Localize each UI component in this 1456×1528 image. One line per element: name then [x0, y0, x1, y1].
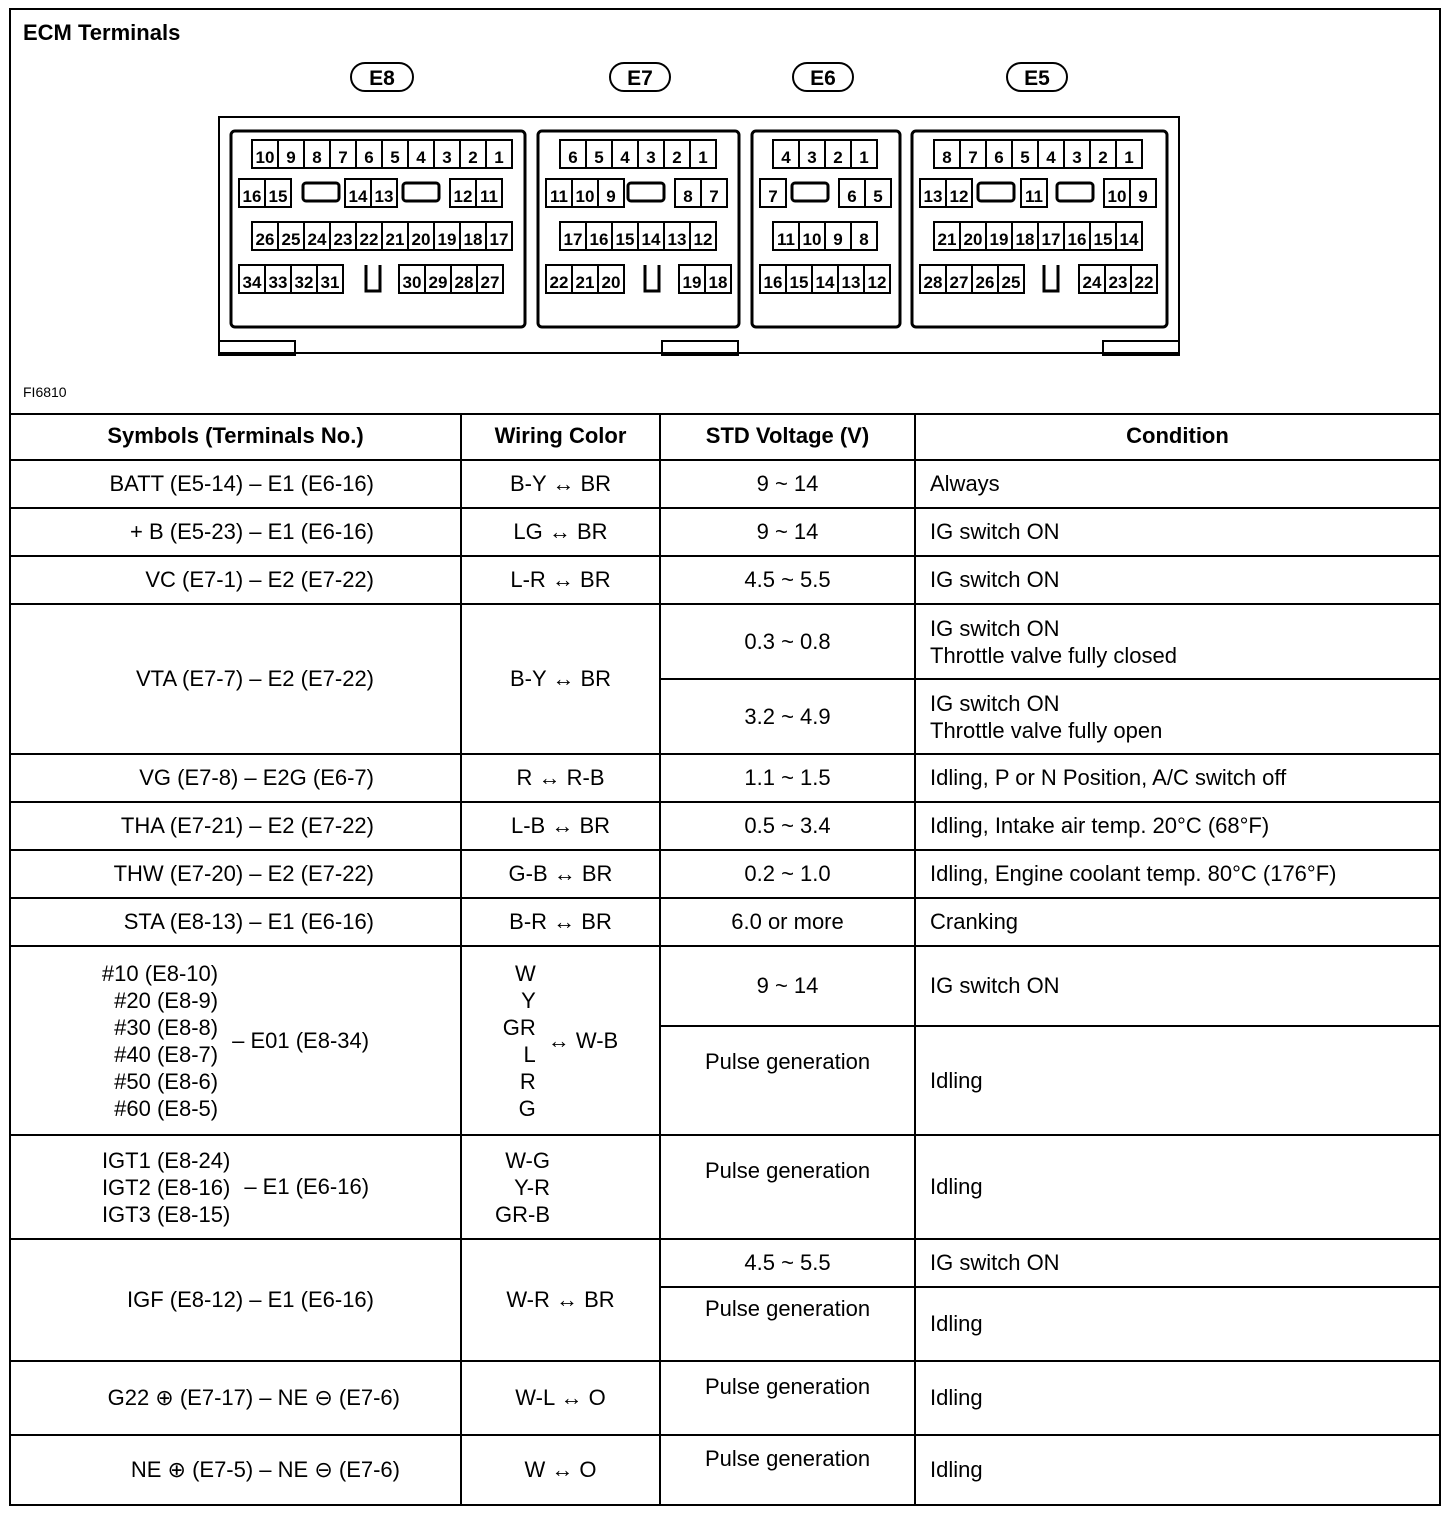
- condition-line: Throttle valve fully closed: [930, 642, 1177, 668]
- row-igf-wiring: W-R ↔ BR: [462, 1240, 661, 1362]
- terminal-pin-number: 24: [307, 230, 327, 249]
- terminal-pin-number: 14: [641, 230, 661, 249]
- row-ne-symbol: NE ⊕ (E7-5) – NE ⊖ (E7-6): [11, 1436, 462, 1504]
- row-thw-condition: Idling, Engine coolant temp. 80°C (176°F): [916, 851, 1439, 899]
- terminal-pin-number: 2: [468, 148, 478, 167]
- header-wiring-color: Wiring Color: [462, 413, 661, 461]
- row-b-wiring: LG ↔ BR: [462, 509, 661, 557]
- row-igf-voltage-pulse: Pulse generation: [661, 1288, 916, 1362]
- terminal-pin-number: 18: [1015, 230, 1035, 249]
- row-vg-symbol: VG (E7-8) – E2G (E6-7): [11, 755, 462, 803]
- terminal-pin-number: 6: [568, 148, 578, 167]
- terminal-pin-number: 4: [781, 148, 791, 167]
- terminal-pin-number: 6: [364, 148, 374, 167]
- terminal-pin-number: 15: [268, 187, 288, 206]
- injector-terminal: #10 (E8-10): [101, 960, 219, 986]
- terminal-pin-number: 10: [575, 187, 595, 206]
- terminal-pin-number: 5: [1020, 148, 1030, 167]
- terminal-pin-number: 11: [777, 230, 795, 249]
- injector-terminal: #50 (E8-6): [114, 1068, 219, 1094]
- terminal-pin-number: 11: [1025, 187, 1043, 206]
- injector-terminal: #30 (E8-8): [114, 1014, 219, 1040]
- terminal-pin-number: 7: [968, 148, 978, 167]
- terminal-pin-number: 17: [1041, 230, 1061, 249]
- terminal-pin-number: 6: [994, 148, 1004, 167]
- terminal-pin-number: 22: [1134, 273, 1154, 292]
- header-symbols: Symbols (Terminals No.): [11, 413, 462, 461]
- terminal-pin-number: 19: [989, 230, 1009, 249]
- injector-wire-color: R: [519, 1068, 536, 1094]
- label-e7: E7: [609, 62, 671, 92]
- igt-ground-terminal: – E1 (E6-16): [244, 1174, 370, 1199]
- row-vc-wiring: L-R ↔ BR: [462, 557, 661, 605]
- connector-key-slot: [978, 183, 1014, 201]
- terminal-pin-number: 5: [594, 148, 604, 167]
- terminal-pin-number: 19: [682, 273, 702, 292]
- terminal-pin-number: 3: [442, 148, 452, 167]
- connector-key-slot: [1057, 183, 1093, 201]
- terminal-pin-number: 15: [615, 230, 635, 249]
- row-b-condition: IG switch ON: [916, 509, 1439, 557]
- igt-wire-color: GR-B: [495, 1201, 550, 1227]
- row-batt-wiring: B-Y ↔ BR: [462, 461, 661, 509]
- row-g22-condition: Idling: [916, 1362, 1439, 1436]
- terminal-pin-number: 10: [255, 148, 275, 167]
- row-vta-symbol: VTA (E7-7) – E2 (E7-22): [11, 605, 462, 755]
- label-e6: E6: [792, 62, 854, 92]
- row-vc-voltage: 4.5 ~ 5.5: [661, 557, 916, 605]
- row-sta-symbol: STA (E8-13) – E1 (E6-16): [11, 899, 462, 947]
- row-injector-voltage-ig: 9 ~ 14: [661, 947, 916, 1027]
- injector-terminal: #60 (E8-5): [114, 1095, 219, 1121]
- row-injector-symbol: [11, 947, 462, 1136]
- terminal-pin-number: 6: [847, 187, 857, 206]
- terminal-pin-number: 26: [255, 230, 275, 249]
- terminal-pin-number: 17: [489, 230, 509, 249]
- terminal-pin-number: 12: [453, 187, 473, 206]
- terminal-pin-number: 22: [359, 230, 379, 249]
- row-thw-voltage: 0.2 ~ 1.0: [661, 851, 916, 899]
- terminal-pin-number: 27: [480, 273, 500, 292]
- terminal-pin-number: 3: [807, 148, 817, 167]
- terminal-pin-number: 29: [428, 273, 448, 292]
- row-injector-condition-ig: IG switch ON: [916, 947, 1439, 1027]
- terminal-pin-number: 9: [1138, 187, 1148, 206]
- terminal-pin-number: 2: [833, 148, 843, 167]
- row-tha-voltage: 0.5 ~ 3.4: [661, 803, 916, 851]
- connector-notch: [645, 265, 659, 291]
- terminal-pin-number: 32: [294, 273, 314, 292]
- connector-key-slot: [403, 183, 439, 201]
- terminal-pin-number: 10: [802, 230, 822, 249]
- row-batt-condition: Always: [916, 461, 1439, 509]
- terminal-pin-number: 15: [789, 273, 809, 292]
- terminal-pin-number: 18: [463, 230, 483, 249]
- row-igf-symbol: IGF (E8-12) – E1 (E6-16): [11, 1240, 462, 1362]
- terminal-pin-number: 9: [833, 230, 843, 249]
- row-ne-wiring: W ↔ O: [462, 1436, 661, 1504]
- terminal-pin-number: 7: [709, 187, 719, 206]
- terminal-pin-number: 14: [1119, 230, 1139, 249]
- terminal-pin-number: 14: [815, 273, 835, 292]
- terminal-pin-number: 23: [1108, 273, 1128, 292]
- row-igt-voltage: Pulse generation: [661, 1136, 916, 1240]
- igt-wire-color: Y-R: [514, 1174, 550, 1200]
- row-b-symbol: + B (E5-23) – E1 (E6-16): [11, 509, 462, 557]
- injector-wire-color: Y: [521, 987, 536, 1013]
- condition-line: IG switch ON: [930, 615, 1060, 641]
- row-vc-condition: IG switch ON: [916, 557, 1439, 605]
- injector-wire-color: GR: [502, 1014, 536, 1040]
- connector-notch: [1044, 265, 1058, 291]
- row-g22-wiring: W-L ↔ O: [462, 1362, 661, 1436]
- terminal-pin-number: 21: [937, 230, 957, 249]
- igt-terminal: IGT3 (E8-15): [101, 1201, 231, 1227]
- terminal-pin-number: 9: [286, 148, 296, 167]
- terminal-pin-number: 16: [589, 230, 609, 249]
- terminal-pin-number: 26: [975, 273, 995, 292]
- injector-wire-color: L: [523, 1041, 536, 1067]
- terminal-pin-number: 23: [333, 230, 353, 249]
- terminal-table: [11, 413, 1439, 1504]
- injector-wire-color: W: [514, 960, 536, 986]
- connector-diagram-section: [11, 10, 1439, 415]
- terminal-pin-number: 2: [672, 148, 682, 167]
- terminal-pin-number: 12: [693, 230, 713, 249]
- connector-notch: [366, 265, 380, 291]
- ecm-connector-diagram: [11, 10, 1439, 410]
- row-g22-voltage: Pulse generation: [661, 1362, 916, 1436]
- terminal-pin-number: 13: [923, 187, 943, 206]
- row-igt-wiring: [462, 1136, 661, 1240]
- row-vg-wiring: R ↔ R-B: [462, 755, 661, 803]
- row-igf-condition-idle: Idling: [916, 1288, 1439, 1362]
- terminal-pin-number: 25: [1001, 273, 1021, 292]
- row-sta-condition: Cranking: [916, 899, 1439, 947]
- terminal-pin-number: 3: [646, 148, 656, 167]
- terminal-pin-number: 14: [348, 187, 368, 206]
- terminal-pin-number: 8: [942, 148, 952, 167]
- row-vta-voltage-closed: 0.3 ~ 0.8: [661, 605, 916, 680]
- row-vta-condition-open: [916, 680, 1439, 755]
- header-condition: Condition: [916, 413, 1439, 461]
- terminal-pin-number: 27: [949, 273, 969, 292]
- terminal-pin-number: 10: [1107, 187, 1127, 206]
- row-vta-voltage-open: 3.2 ~ 4.9: [661, 680, 916, 755]
- row-b-voltage: 9 ~ 14: [661, 509, 916, 557]
- row-batt-voltage: 9 ~ 14: [661, 461, 916, 509]
- terminal-pin-number: 24: [1082, 273, 1102, 292]
- figure-code: FI6810: [23, 384, 67, 400]
- connector-e8-body: [231, 131, 525, 327]
- terminal-pin-number: 4: [620, 148, 630, 167]
- terminal-pin-number: 25: [281, 230, 301, 249]
- terminal-pin-number: 13: [667, 230, 687, 249]
- connector-key-slot: [628, 183, 664, 201]
- terminal-pin-number: 15: [1093, 230, 1113, 249]
- row-g22-symbol: G22 ⊕ (E7-17) – NE ⊖ (E7-6): [11, 1362, 462, 1436]
- terminal-pin-number: 7: [768, 187, 778, 206]
- terminal-pin-number: 4: [416, 148, 426, 167]
- row-tha-condition: Idling, Intake air temp. 20°C (68°F): [916, 803, 1439, 851]
- terminal-pin-number: 1: [494, 148, 504, 167]
- terminal-pin-number: 2: [1098, 148, 1108, 167]
- terminal-pin-number: 1: [1124, 148, 1134, 167]
- injector-wire-color: G: [518, 1095, 536, 1121]
- terminal-pin-number: 11: [550, 187, 568, 206]
- terminal-pin-number: 1: [698, 148, 708, 167]
- terminal-pin-number: 9: [606, 187, 616, 206]
- row-vta-wiring: B-Y ↔ BR: [462, 605, 661, 755]
- igt-wire-color: W-G: [505, 1147, 550, 1173]
- terminal-pin-number: 16: [763, 273, 783, 292]
- terminal-pin-number: 7: [338, 148, 348, 167]
- label-e8: E8: [350, 62, 414, 92]
- row-vta-condition-closed: [916, 605, 1439, 680]
- igt-terminal: IGT2 (E8-16): [101, 1174, 231, 1200]
- row-batt-symbol: BATT (E5-14) – E1 (E6-16): [11, 461, 462, 509]
- terminal-pin-number: 22: [549, 273, 569, 292]
- terminal-pin-number: 8: [683, 187, 693, 206]
- terminal-pin-number: 3: [1072, 148, 1082, 167]
- row-injector-voltage-pulse: Pulse generation: [661, 1027, 916, 1136]
- terminal-pin-number: 12: [949, 187, 969, 206]
- row-thw-wiring: G-B ↔ BR: [462, 851, 661, 899]
- row-vg-voltage: 1.1 ~ 1.5: [661, 755, 916, 803]
- row-sta-wiring: B-R ↔ BR: [462, 899, 661, 947]
- row-ne-condition: Idling: [930, 1457, 983, 1482]
- terminal-pin-number: 21: [385, 230, 405, 249]
- condition-line: Throttle valve fully open: [930, 717, 1163, 743]
- injector-terminal: #40 (E8-7): [114, 1041, 219, 1067]
- terminal-pin-number: 17: [563, 230, 583, 249]
- terminal-pin-number: 5: [390, 148, 400, 167]
- row-vg-condition: Idling, P or N Position, A/C switch off: [916, 755, 1439, 803]
- terminal-pin-number: 13: [841, 273, 861, 292]
- row-sta-voltage: 6.0 or more: [661, 899, 916, 947]
- row-igf-voltage-ig: 4.5 ~ 5.5: [661, 1240, 916, 1288]
- terminal-pin-number: 21: [575, 273, 595, 292]
- row-tha-wiring: L-B ↔ BR: [462, 803, 661, 851]
- terminal-pin-number: 20: [963, 230, 983, 249]
- terminal-pin-number: 19: [437, 230, 457, 249]
- row-ne-voltage: Pulse generation: [661, 1436, 916, 1504]
- terminal-pin-number: 20: [411, 230, 431, 249]
- terminal-pin-number: 34: [242, 273, 262, 292]
- terminal-pin-number: 12: [867, 273, 887, 292]
- row-igt-condition: Idling: [916, 1136, 1439, 1240]
- row-igt-symbol: [11, 1136, 462, 1240]
- terminal-pin-number: 13: [374, 187, 394, 206]
- row-vc-symbol: VC (E7-1) – E2 (E7-22): [11, 557, 462, 605]
- terminal-pin-number: 20: [601, 273, 621, 292]
- terminal-pin-number: 5: [873, 187, 883, 206]
- igt-terminal: IGT1 (E8-24): [101, 1147, 231, 1173]
- connector-key-slot: [792, 183, 828, 201]
- terminal-pin-number: 11: [480, 187, 498, 206]
- label-e5: E5: [1006, 62, 1068, 92]
- terminal-pin-number: 28: [454, 273, 474, 292]
- injector-terminal: #20 (E8-9): [114, 987, 219, 1013]
- row-igf-condition-ig: IG switch ON: [916, 1240, 1439, 1288]
- injector-ground-wire: ↔ W-B: [547, 1027, 619, 1053]
- terminal-pin-number: 16: [1067, 230, 1087, 249]
- condition-line: IG switch ON: [930, 690, 1060, 716]
- document-frame: [9, 8, 1441, 1506]
- header-std-voltage: STD Voltage (V): [661, 413, 916, 461]
- row-injector-wiring: [462, 947, 661, 1136]
- terminal-pin-number: 18: [708, 273, 728, 292]
- row-thw-symbol: THW (E7-20) – E2 (E7-22): [11, 851, 462, 899]
- row-injector-condition-idle: Idling: [916, 1027, 1439, 1136]
- terminal-pin-number: 31: [320, 273, 340, 292]
- terminal-pin-number: 33: [268, 273, 288, 292]
- terminal-pin-number: 4: [1046, 148, 1056, 167]
- terminal-pin-number: 28: [923, 273, 943, 292]
- terminal-pin-number: 30: [402, 273, 422, 292]
- terminal-pin-number: 16: [242, 187, 262, 206]
- injector-ground-terminal: – E01 (E8-34): [232, 1027, 370, 1053]
- page-title: ECM Terminals: [23, 20, 181, 45]
- terminal-pin-number: 8: [312, 148, 322, 167]
- row-tha-symbol: THA (E7-21) – E2 (E7-22): [11, 803, 462, 851]
- terminal-pin-number: 1: [859, 148, 869, 167]
- terminal-pin-number: 8: [859, 230, 869, 249]
- connector-key-slot: [303, 183, 339, 201]
